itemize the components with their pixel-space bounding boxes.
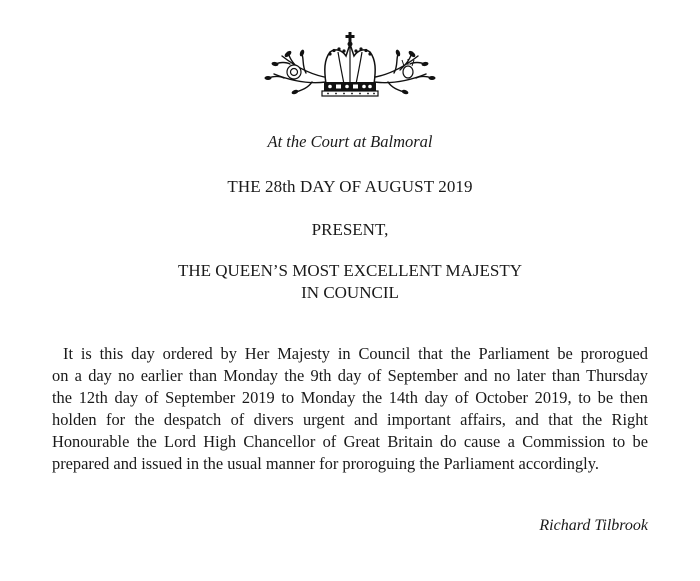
order-paragraph-line: Honourable the Lord High Chancellor of Great Britain do cause a Commission to be (52, 432, 648, 451)
court-location: At the Court at Balmoral (267, 132, 433, 151)
order-paragraph-line: It is this day ordered by Her Majesty in Council that the Parliament be prorogued (63, 344, 648, 363)
order-date: THE 28th DAY OF AUGUST 2019 (227, 177, 473, 196)
order-paragraph-line: holden for the despatch of divers urgent and important affairs, and that the Right (52, 410, 648, 429)
order-paragraph-line: the 12th day of September 2019 to Monday the 14th day of October 2019, to be then (52, 388, 648, 407)
clerk-signature: Richard Tilbrook (539, 517, 648, 534)
order-paragraph-line: prepared and issued in the usual manner for proroguing the Parliament accordingly. (52, 454, 599, 473)
majesty-heading-line-2: IN COUNCIL (301, 283, 399, 302)
royal-crown-crest-icon (260, 26, 440, 106)
present-heading: PRESENT, (311, 220, 389, 239)
majesty-heading-line-1: THE QUEEN’S MOST EXCELLENT MAJESTY (177, 261, 523, 280)
order-paragraph-line: on a day no earlier than Monday the 9th day of September and no later than Thursday (52, 366, 648, 385)
order-paragraph (52, 343, 648, 475)
